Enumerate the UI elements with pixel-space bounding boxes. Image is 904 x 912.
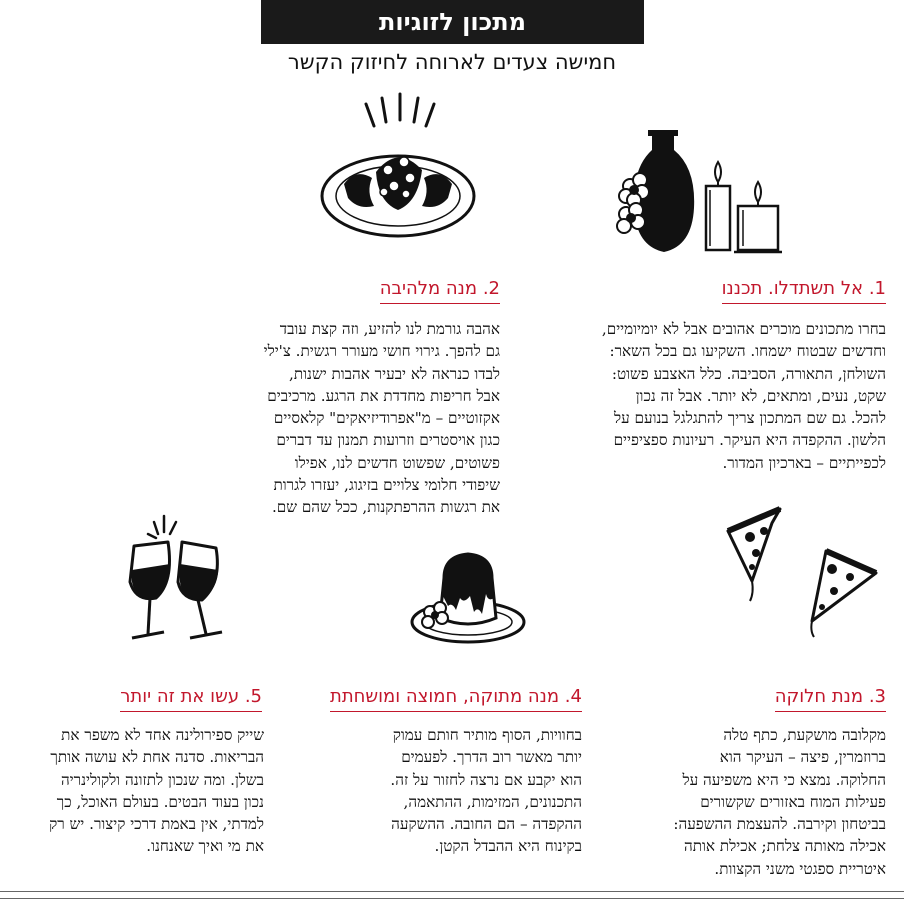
section-title-1-text: 1. אל תשתדלו. תכננו <box>721 278 886 299</box>
section-line: בחרו מתכונים מוכרים אהובים אבל לא יומיומיים, <box>601 320 886 338</box>
section-title-3-underline <box>775 707 886 712</box>
section-line: ההקפדה – הם החובה. ההשקעה <box>391 815 582 834</box>
section-line: לכפייתיים – בארכיון המדור. <box>722 453 886 472</box>
section-line: הלשון. ההקפדה היא העיקר. רעיונות ספציפיים <box>613 431 886 450</box>
page-subtitle: חמישה צעדים לארוחה לחיזוק הקשר <box>287 50 617 74</box>
section-body-3 <box>673 724 886 880</box>
section-title-2-underline <box>380 299 500 304</box>
section-line: בקינוח היא ההבדל הקטן. <box>434 837 582 856</box>
section-line: שיפודי חלומי צלויים בזיגוג, יעזרו לגרות <box>273 476 500 495</box>
section-body-2 <box>264 318 500 519</box>
section-title-5-text: 5. עשו את זה יותר <box>120 686 262 707</box>
section-line: בחוויות, הסוף מותיר חותם עמוק <box>392 726 582 744</box>
section-title-1-underline <box>722 299 886 304</box>
section-line: ברוזמרין, פיצה – העיקר הוא <box>719 748 886 767</box>
section-line: הבריאות. סדנה אחת לא עושה אותך <box>50 748 264 767</box>
vase-and-candles-icon <box>612 128 784 258</box>
section-line: נכון בעוד הבטים. בעולם האוכל, כך <box>56 792 264 811</box>
section-line: שייק ספירולינה אחד לא משפר את <box>61 726 264 744</box>
section-line: וחדשים שבטוח ישמחו. השקיעו גם בכל השאר: <box>609 342 886 361</box>
section-line: החלוקה. נמצא כי היא משפיעה על <box>682 770 886 789</box>
section-line: את רגשות ההרפתקנות, ככל שהם שם. <box>271 498 500 517</box>
section-line: אקזוטיים – מ"אפרודיזיאקים" קלאסיים <box>273 409 500 428</box>
section-title-2 <box>380 278 500 304</box>
section-line: את מי ואיך שאנחנו. <box>146 837 264 856</box>
section-title-4-underline <box>330 707 582 712</box>
pizza-slices-icon <box>722 503 882 643</box>
section-line: איטריית ספגטי משני הקצוות. <box>714 859 886 878</box>
section-line: להכל. גם שם המתכון צריך להתגלגל בנועם על <box>613 409 886 428</box>
section-line: אהבה גורמת לנו להזיע, וזה קצת עובד <box>279 320 500 338</box>
section-body-4 <box>390 724 582 858</box>
section-line: מקלובה מושקעת, כתף טלה <box>723 726 886 744</box>
section-title-4 <box>330 686 582 712</box>
page-title: מתכון לזוגיות <box>261 0 644 44</box>
bottom-divider <box>0 898 904 899</box>
section-line: פשוטים, שפשוט חדשים לנו, אפילו <box>294 453 500 472</box>
section-title-4-text: 4. מנה מתוקה, חמוצה ומושחתת <box>329 686 582 707</box>
section-body-5 <box>49 724 264 858</box>
wine-glasses-toast-icon <box>120 512 230 646</box>
section-title-2-text: 2. מנה מלהיבה <box>379 278 500 299</box>
section-line: לבדו כנראה לא יבעיר אהבות ישנות, <box>289 364 500 383</box>
flan-dessert-icon <box>408 548 530 648</box>
section-line: בביטחון וקירבה. להעצמת ההשפעה: <box>673 815 886 834</box>
section-line: אכילה מאותה צלחת; אכילת אותה <box>684 837 886 856</box>
section-title-5 <box>120 686 262 712</box>
section-line: גם להפך. גירוי חושי מעורר רגשית. צ'ילי <box>263 342 500 361</box>
section-line: אבל חריפות מחדדת את הרגע. מרכיבים <box>267 386 500 405</box>
section-title-5-underline <box>120 707 262 712</box>
section-line: יותר מאשר רוב הדרך. לפעמים <box>401 748 582 767</box>
section-line: כגון אויסטרים וזרועות תמנון עד דברים <box>276 431 500 450</box>
section-line: בשלן. ומה שנכון לתזונה ולקולינריה <box>60 770 264 789</box>
section-line: השולחן, התאורה, הסביבה. כלל האצבע פשוט: <box>611 364 886 383</box>
section-line: שקט, נעים, ומתאים, לא יותר. אבל זה נכון <box>635 386 886 405</box>
section-line: התכנונים, המזימות, ההתאמה, <box>403 792 582 811</box>
seafood-plate-icon <box>318 92 478 242</box>
section-line: הוא יקבע אם נרצה לחזור על זה. <box>390 770 582 789</box>
section-body-1 <box>602 318 886 474</box>
section-title-3 <box>775 686 886 712</box>
section-title-3-text: 3. מנת חלוקה <box>774 686 886 707</box>
bottom-divider <box>0 891 904 892</box>
section-title-1 <box>722 278 886 304</box>
section-line: למדתי, אין באמת דרכי קיצור. יש רק <box>49 815 264 834</box>
section-line: פעילות המוח באזורים שקשורים <box>700 792 886 811</box>
